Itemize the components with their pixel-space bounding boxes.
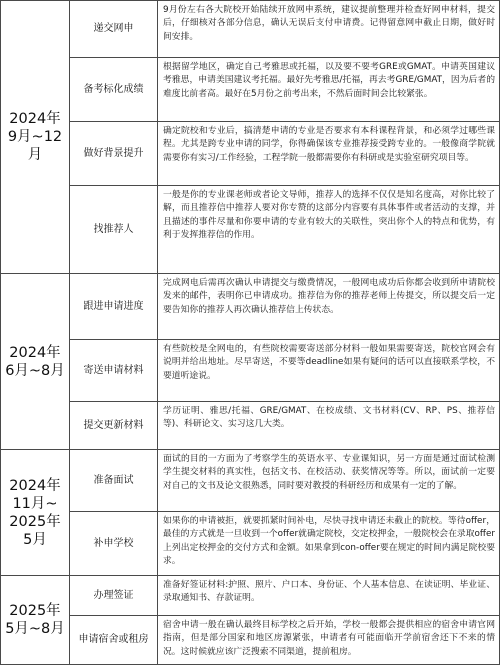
task-cell — [70, 401, 158, 449]
detail-text: 一般是你的专业课老师或者论文导师，推荐人的选择不仅仅是知名度高，对你比较了解，而且推荐信中推荐人要对你专赞的这部分内容要有具体事件或者活动的支撑，并且描述的事件尽量和你要申请的专业有较大的关联性，突出你个人的特点和优势，有利于发挥推荐信的作用。 — [163, 190, 495, 241]
task-label: 准备面试 — [93, 474, 134, 486]
task-label: 申请宿舍或租房 — [78, 634, 149, 645]
task-cell — [70, 185, 158, 273]
detail-cell — [158, 339, 500, 401]
task-cell — [70, 121, 158, 185]
task-cell — [70, 339, 158, 401]
task-cell — [70, 511, 158, 575]
detail-text: 面试的目的一方面为了考察学生的英语水平、专业课知识，另一方面是通过面试检测学生提交材料的真实性，包括文书、在校活动、获奖情况等等。所以，面试前一定要对自己的文书及论文很熟悉，同时要对教授的科研经历和成果有一定的了解。 — [163, 454, 495, 491]
task-cell — [70, 0, 158, 57]
detail-cell — [158, 575, 500, 615]
task-cell — [70, 449, 158, 511]
detail-cell — [158, 57, 500, 121]
period-cell — [0, 449, 70, 575]
detail-text: 宿舍申请一般在确认最终目标学校之后开始，学校一般都会提供相应的宿舍申请官网指南，但是部分国家和地区房源紧张，申请者有可能面临开学前宿舍还下不来的情况。这时候就应该广泛搜索不同渠道，提前租房。 — [163, 620, 495, 657]
task-label: 提交更新材料 — [83, 419, 144, 431]
detail-text: 根据留学地区，确定自己考雅思或托福，以及要不要考GRE或GMAT。申请英国建议考雅思，申请美国建议考托福。最好先考雅思/托福，再去考GRE/GMAT，因为后者的难度比前者高。最好在5月份之前考出来，不然后面时间会比较紧张。 — [163, 62, 495, 99]
task-label: 跟进申请进度 — [83, 300, 144, 312]
task-label: 递交网申 — [93, 23, 134, 34]
detail-cell — [158, 615, 500, 665]
period-label: 2024年 6月~8月 — [5, 344, 65, 379]
detail-cell — [158, 273, 500, 339]
detail-text: 准备好签证材料:护照、照片、户口本、身份证、个人基本信息、在读证明、毕业证、录取通知书、存款证明。 — [163, 580, 495, 604]
detail-cell — [158, 511, 500, 575]
period-label: 2024年 11月~ 2025年 5月 — [9, 477, 61, 548]
task-cell — [70, 575, 158, 615]
detail-cell — [158, 185, 500, 273]
detail-text: 如果你的申请被拒，就要抓紧时间补电，尽快寻找申请还未截止的院校。等待offer，最佳的方式就是一旦收到一个offer就确定院校，交定校押金，一般院校会在录取offer上列出定校押金的交付方式和金额。如果拿到con-offer要在规定的时间内满足院校要求。 — [163, 516, 495, 567]
detail-cell — [158, 121, 500, 185]
detail-text: 确定院校和专业后，搞清楚申请的专业是否要求有本科课程背景，和必须学过哪些课程。尤其是跨专业申请的同学，你得确保该专业推荐接受跨专业的。一般像商学院就需要你有实习/工作经验，工程学院一般都需要你有科研或是实验室研究项目等。 — [163, 126, 495, 163]
period-cell — [0, 273, 70, 449]
task-label: 做好背景提升 — [83, 147, 144, 159]
detail-text: 9月份左右各大院校开始陆续开放网申系统，建议提前整理并检查好网申材料，提交后，仔细核对各部分信息，确认无误后支付申请费。记得留意网申截止日期，做好时间安排。 — [163, 5, 495, 42]
task-label: 补申学校 — [93, 537, 134, 549]
detail-cell — [158, 0, 500, 57]
period-cell — [0, 0, 70, 273]
detail-text: 有些院校是全网电的，有些院校需要寄送部分材料一般如果需要寄送，院校官网会有说明并给出地址。尽早寄送，不要等deadline如果有疑问的话可以直接联系学校，不要道听途说。 — [163, 344, 495, 381]
period-label: 2024年 9月~12月 — [7, 111, 63, 163]
detail-cell — [158, 449, 500, 511]
detail-text: 学历证明、雅思/托福、GRE/GMAT、在校成绩、文书材料(CV、RP、PS、推荐信等)、科研论文、实习这几大类。 — [163, 406, 495, 430]
task-cell — [70, 273, 158, 339]
task-label: 找推荐人 — [93, 223, 134, 235]
task-label: 寄送申请材料 — [83, 364, 144, 376]
task-cell — [70, 615, 158, 665]
period-label: 2025年 5月~8月 — [5, 603, 65, 637]
task-label: 办理签证 — [93, 589, 134, 601]
period-cell — [0, 575, 70, 665]
detail-text: 完成网电后需再次确认申请提交与缴费情况，一般网电成功后你都会收到所申请院校发来的邮件，表明你已申请成功。推荐信为你的推荐老师上传提交，所以提交后一定要告知你的推荐人再次确认推荐信上传状态。 — [163, 278, 495, 315]
task-cell — [70, 57, 158, 121]
task-label: 备考标化成绩 — [83, 83, 144, 95]
detail-cell — [158, 401, 500, 449]
